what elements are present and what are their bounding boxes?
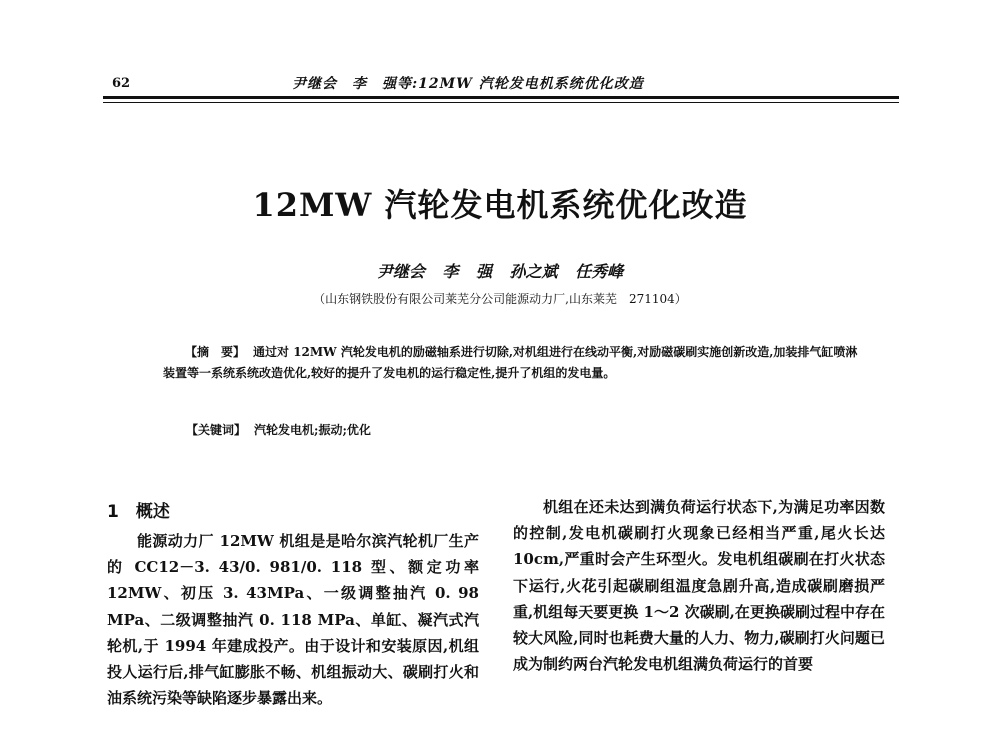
running-title: 尹继会 李 强等:12MW 汽轮发电机系统优化改造 <box>292 76 644 92</box>
authors: 尹继会 李 强 孙之斌 任秀峰 <box>376 262 624 281</box>
header-rule-thick <box>103 96 899 99</box>
body-paragraph: 能源动力厂 12MW 机组是是哈尔滨汽轮机厂生产的 CC12－3. 43/0. 981/0. 118 型、额定功率 12MW、初压 3. 43MPa、一级调整抽汽 0. 98 MPa、二级调整抽汽 0. 118 MPa、单缸、凝汽式汽轮机,于 1994 年建成投产。由于设计和安装原因,机组投人运行后,排气缸膨胀不畅、机组振动大、碳刷打火和油系统污染等缺陷逐步暴露出来。 <box>107 532 479 708</box>
page-number: 62 <box>112 76 131 91</box>
section-heading: 1 概述 <box>107 502 170 522</box>
keywords-text: 汽轮发电机;振动;优化 <box>254 423 371 437</box>
body-column-right <box>513 494 885 677</box>
body-paragraph: 机组在还未达到满负荷运行状态下,为满足功率因数的控制,发电机碳刷打火现象已经相当严重,尾火长达 10cm,严重时会产生环型火。发电机组碳刷在打火状态下运行,火花引起碳刷组温度急剧升高,造成碳刷磨损严重,机组每天要更换 1～2 次碳刷,在更换碳刷过程中存在较大风险,同时也耗费大量的人力、物力,碳刷打火问题已成为制约两台汽轮发电机组满负荷运行的首要 <box>513 498 885 674</box>
keywords-label: 【关键词】 <box>186 423 247 437</box>
abstract-label: 【摘 要】 <box>185 345 246 359</box>
keywords <box>186 421 371 438</box>
affiliation: （山东钢铁股份有限公司莱芜分公司能源动力厂,山东莱芜 271104） <box>313 292 687 306</box>
abstract-text: 通过对 12MW 汽轮发电机的励磁轴系进行切除,对机组进行在线动平衡,对励磁碳刷实施创新改造,加装排气缸喷淋装置等一系统系统改造优化,较好的提升了发电机的运行稳定性,提升了机组的发电量。 <box>163 345 858 380</box>
body-column-left <box>107 528 479 711</box>
header-rule-thin <box>103 102 899 103</box>
abstract <box>163 342 859 384</box>
paper-title: 12MW 汽轮发电机系统优化改造 <box>252 186 748 224</box>
